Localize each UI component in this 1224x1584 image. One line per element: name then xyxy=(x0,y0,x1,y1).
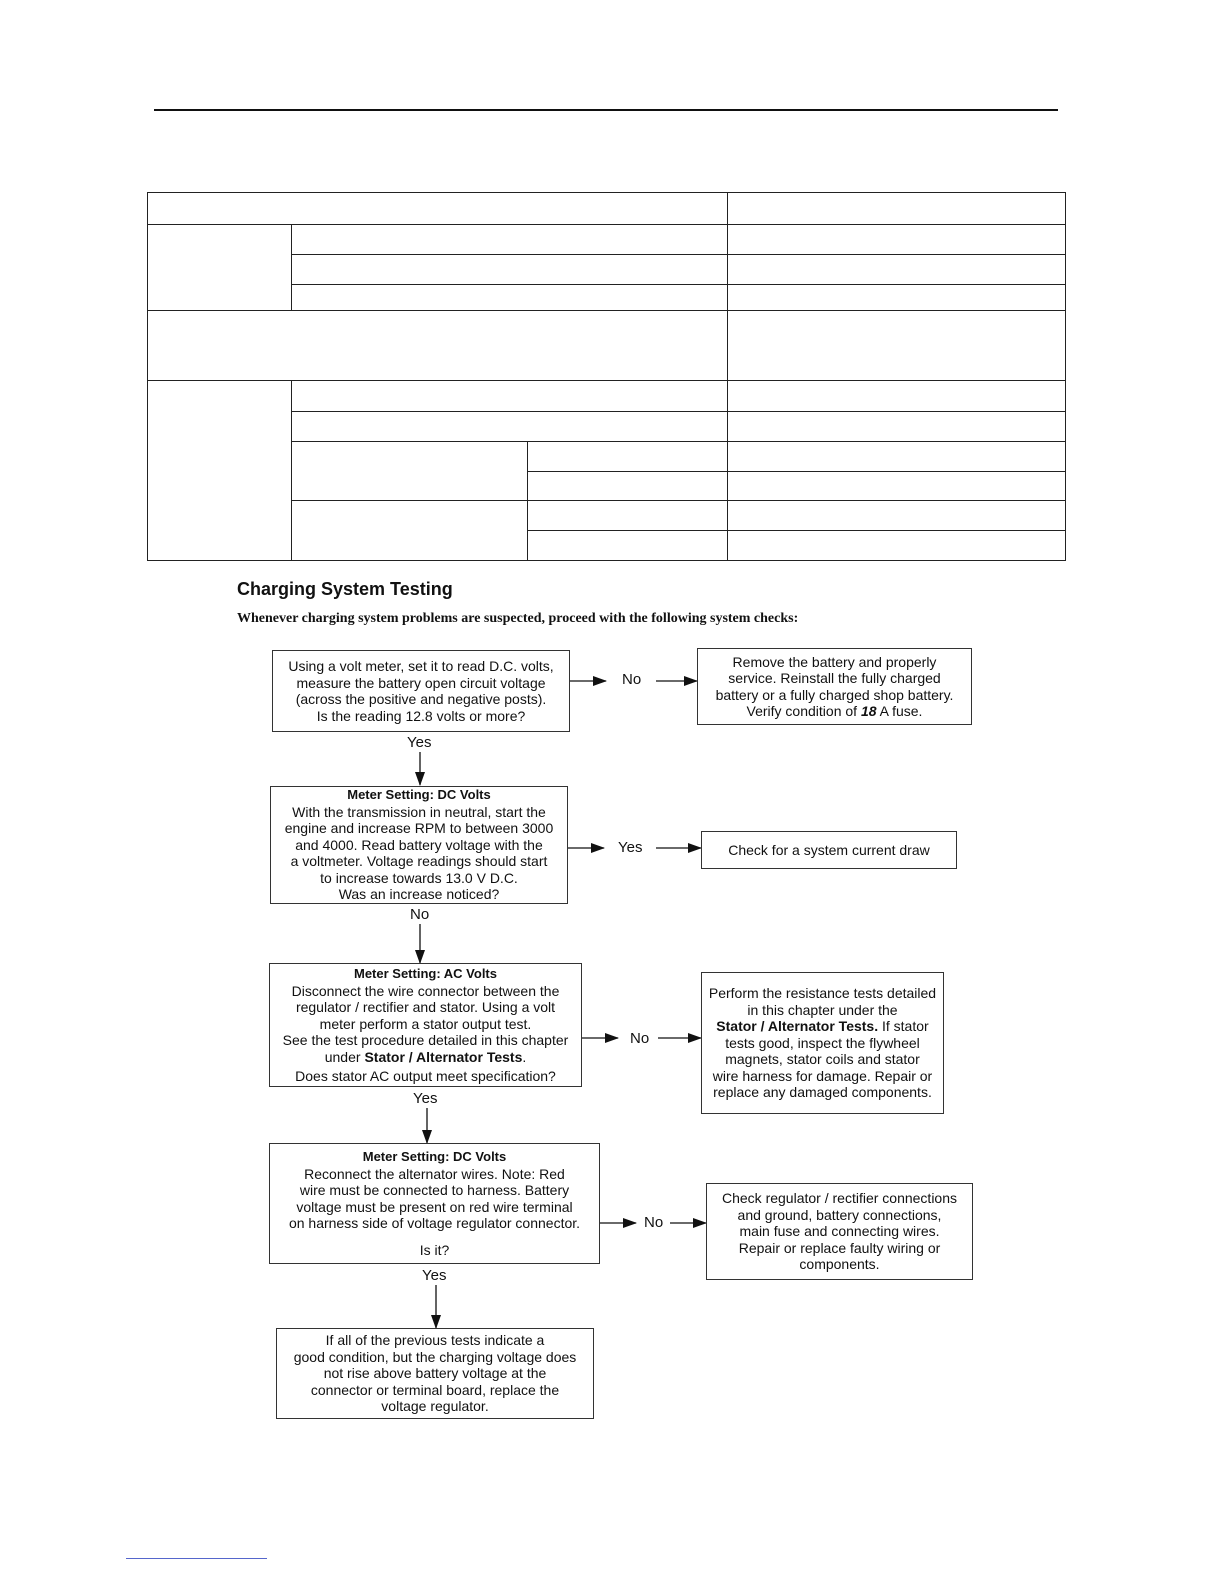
box-line: Remove the battery and properly xyxy=(732,653,937,670)
box-title: Meter Setting: DC Volts xyxy=(347,787,491,803)
box-line: battery or a fully charged shop battery. xyxy=(715,686,954,703)
box-line: and ground, battery connections, xyxy=(737,1206,942,1223)
box-line: Does stator AC output meet specification? xyxy=(295,1067,556,1084)
box-line: voltage must be present on red wire terminal xyxy=(296,1198,573,1215)
box-line: regulator / rectifier and stator. Using a volt xyxy=(295,999,556,1015)
box-line: engine and increase RPM to between 3000 xyxy=(284,820,554,837)
section-intro: Whenever charging system problems are suspected, proceed with the following system checks: xyxy=(237,611,799,626)
box-title: Meter Setting: DC Volts xyxy=(362,1149,507,1164)
box-line: (across the positive and negative posts). xyxy=(295,691,547,707)
box-line: not rise above battery voltage at the xyxy=(323,1365,547,1382)
box-line xyxy=(274,1049,577,1066)
flow-box-dc-volts-rpm-test xyxy=(270,786,568,904)
box-line: Using a volt meter, set it to read D.C. volts, xyxy=(288,658,554,674)
label-no: No xyxy=(644,1214,664,1231)
flow-box-check-connections xyxy=(706,1183,973,1280)
label-yes: Yes xyxy=(422,1267,447,1284)
box-line: Repair or replace faulty wiring or xyxy=(738,1239,941,1256)
box-text-bold: Stator / Alternator Tests xyxy=(364,1048,523,1065)
label-yes: Yes xyxy=(407,734,432,751)
box-line xyxy=(706,1018,939,1035)
box-line: replace any damaged components. xyxy=(713,1084,932,1101)
label-no: No xyxy=(622,671,642,688)
box-text: under xyxy=(324,1048,365,1065)
box-line: a voltmeter. Voltage readings should start xyxy=(290,853,548,870)
box-line: Check regulator / rectifier connections xyxy=(722,1190,957,1207)
box-line: good condition, but the charging voltage does xyxy=(293,1348,577,1365)
box-line: With the transmission in neutral, start the xyxy=(292,803,546,820)
box-line: Reconnect the alternator wires. Note: Red xyxy=(304,1165,565,1182)
box-line: Is it? xyxy=(419,1241,450,1258)
box-line: and 4000. Read battery voltage with the xyxy=(295,836,543,853)
box-line: on harness side of voltage regulator connector. xyxy=(288,1215,581,1231)
flow-box-battery-voltage-check xyxy=(272,650,570,732)
box-line: service. Reinstall the fully charged xyxy=(728,670,941,686)
flow-box-resistance-tests xyxy=(701,972,944,1114)
flow-box-ac-volts-stator-test xyxy=(269,963,582,1087)
box-line: in this chapter under the xyxy=(747,1001,898,1018)
flow-box-dc-volts-regulator-check xyxy=(269,1143,600,1264)
box-line: main fuse and connecting wires. xyxy=(739,1223,940,1240)
box-line: See the test procedure detailed in this chapter xyxy=(282,1032,569,1048)
flow-box-replace-regulator xyxy=(276,1328,594,1419)
box-line: connector or terminal board, replace the xyxy=(310,1381,560,1398)
box-line: Was an increase noticed? xyxy=(338,886,500,903)
box-line xyxy=(702,703,967,720)
box-text: Verify condition of xyxy=(746,703,861,719)
box-line: voltage regulator. xyxy=(381,1398,489,1415)
box-text: If stator xyxy=(878,1018,929,1035)
box-line: magnets, stator coils and stator xyxy=(725,1051,920,1068)
flow-box-current-draw xyxy=(701,831,957,869)
box-line: Check for a system current draw xyxy=(728,841,930,858)
box-text: . xyxy=(522,1048,527,1065)
flow-box-service-battery xyxy=(697,648,972,725)
box-line: measure the battery open circuit voltage xyxy=(296,674,546,691)
box-line: If all of the previous tests indicate a xyxy=(325,1332,545,1349)
box-text-bold: Stator / Alternator Tests. xyxy=(716,1018,879,1035)
box-line: to increase towards 13.0 V D.C. xyxy=(320,869,518,886)
section-heading: Charging System Testing xyxy=(237,579,453,599)
box-line: Perform the resistance tests detailed xyxy=(708,985,937,1002)
box-line: components. xyxy=(799,1256,880,1273)
box-line: Is the reading 12.8 volts or more? xyxy=(316,707,526,724)
label-no: No xyxy=(410,906,430,923)
label-yes: Yes xyxy=(618,839,643,856)
box-text: A fuse. xyxy=(876,703,923,719)
box-line: tests good, inspect the flywheel xyxy=(725,1034,920,1051)
footer-link-underline xyxy=(126,1558,267,1559)
label-no: No xyxy=(630,1030,650,1047)
label-yes: Yes xyxy=(413,1090,438,1107)
box-line: Disconnect the wire connector between the xyxy=(291,982,560,999)
box-line: meter perform a stator output test. xyxy=(319,1015,532,1032)
box-line: wire must be connected to harness. Battery xyxy=(299,1182,570,1198)
box-title: Meter Setting: AC Volts xyxy=(353,966,497,981)
box-text-bold: 18 xyxy=(860,703,877,719)
box-line: wire harness for damage. Repair or xyxy=(712,1067,933,1084)
